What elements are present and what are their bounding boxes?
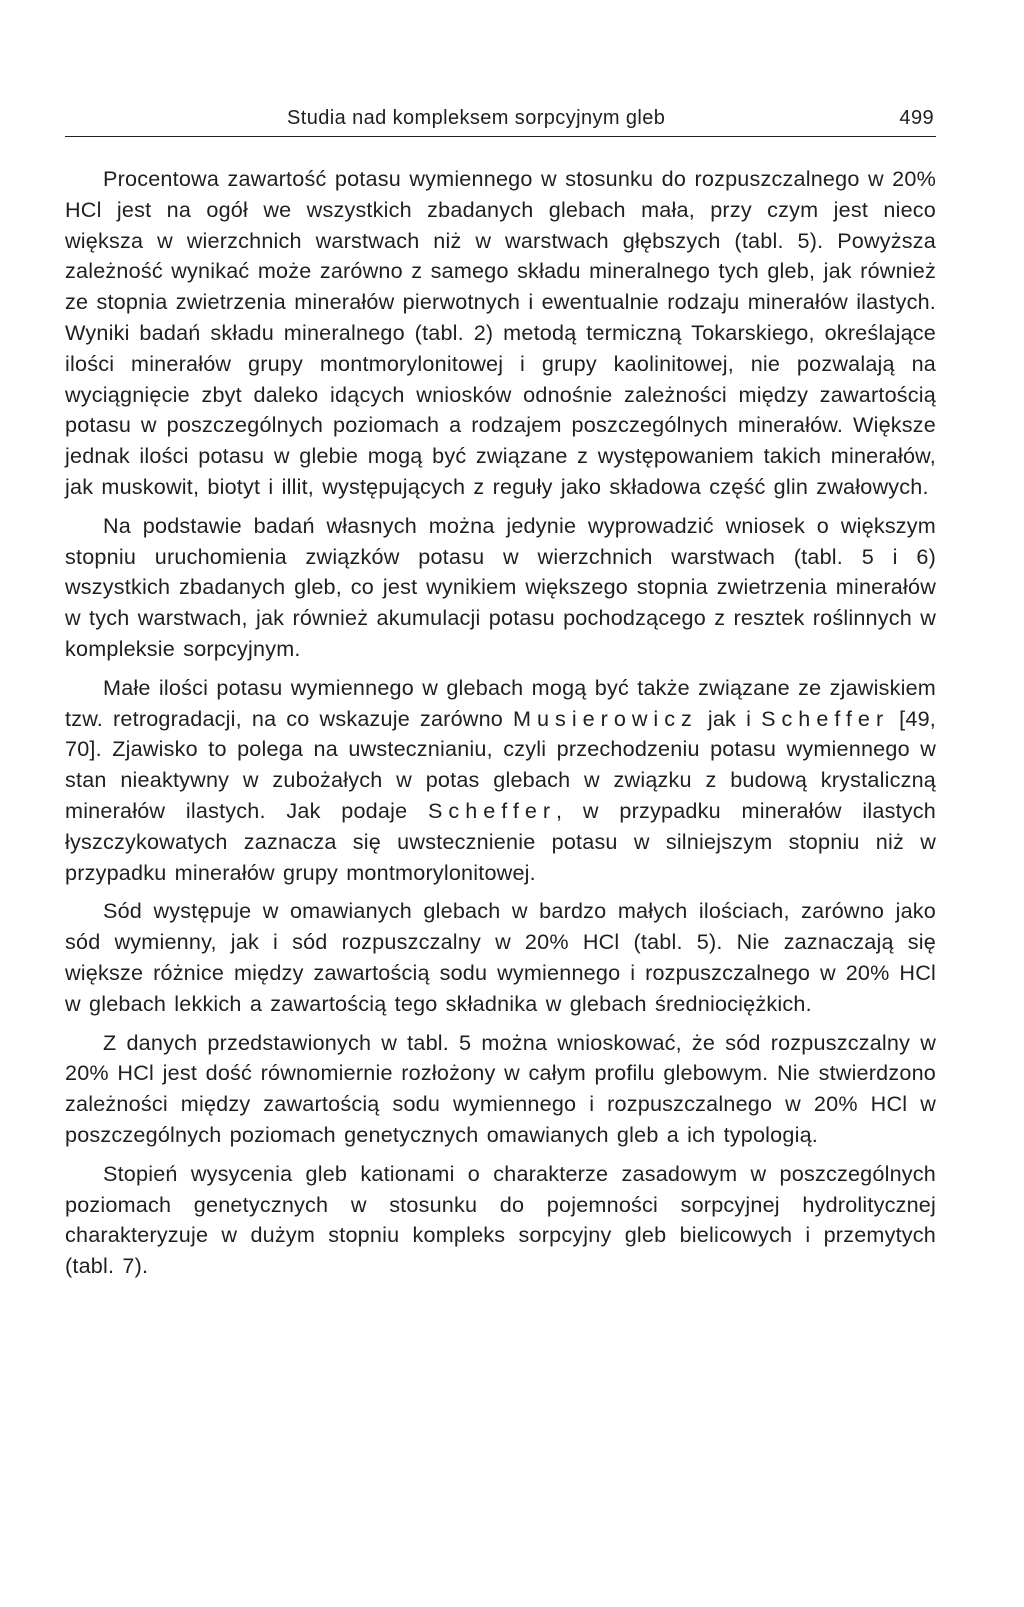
paragraph-3-part-4: , w przypadku minerałów ilastych łyszczykowatych zaznacza się uwstecznienie potasu w silniejszym stopniu niż w przypadku minerałów grupy montmorylonitowej.: [65, 797, 936, 885]
paragraph-3-part-3: [49, 70]. Zjawisko to polega na uwstecznianiu, czyli przechodzeniu potasu wymiennego w stan nieaktywny w zubożałych w potas glebach w związku z budową krystaliczną minerałów ilastych. Jak podaje: [65, 705, 936, 823]
page-number: 499: [899, 107, 934, 129]
paragraph-1: Procentowa zawartość potasu wymiennego w stosunku do rozpuszczalnego w 20% HCl jest na ogół we wszystkich zbadanych glebach mała, przy czym jest nieco większa w wierzchnich warstwach niż w warstwach głębszych (tabl. 5). Powyższa zależność wynikać może zarówno z samego składu mineralnego tych gleb, jak również ze stopnia zwietrzenia minerałów pierwotnych i ewentualnie rodzaju minerałów ilastych. Wyniki badań składu mineralnego (tabl. 2) metodą termiczną Tokarskiego, określające ilości minerałów grupy montmorylonitowej i grupy kaolinitowej, nie pozwalają na wyciągnięcie zbyt daleko idących wniosków odnośnie zależności między zawartością potasu w poszczególnych poziomach a rodzajem poszczególnych minerałów. Większe jednak ilości potasu w glebie mogą być związane z występowaniem takich minerałów, jak muskowit, biotyt i illit, występujących z reguły jako składowa część glin zwałowych.: [65, 166, 936, 499]
paragraph-3-part-1: Małe ilości potasu wymiennego w glebach mogą być także związane ze zjawiskiem tzw. retrogradacji, na co wskazuje zarówno: [65, 674, 936, 731]
paragraph-3-part-2: jak i: [697, 705, 762, 731]
paragraph-3: [65, 673, 936, 889]
paragraph-4: Sód występuje w omawianych glebach w bardzo małych ilościach, zarówno jako sód wymienny, jak i sód rozpuszczalny w 20% HCl (tabl. 5). Nie zaznaczają się większe różnice między zawartością sodu wymiennego i rozpuszczalnego w 20% HCl w glebach lekkich a zawartością tego składnika w glebach średniociężkich.: [65, 898, 936, 1016]
running-header-title: Studia nad kompleksem sorpcyjnym gleb: [287, 107, 666, 129]
paragraph-2: Na podstawie badań własnych można jedynie wyprowadzić wniosek o większym stopniu uruchomienia związków potasu w wierzchnich warstwach (tabl. 5 i 6) wszystkich zbadanych gleb, co jest wynikiem większego stopnia zwietrzenia minerałów w tych warstwach, jak również akumulacji potasu pochodzącego z resztek roślinnych w kompleksie sorpcyjnym.: [65, 512, 936, 661]
author-name-scheffer-2: Scheffer: [428, 797, 557, 823]
document-page: [65, 0, 936, 1607]
paragraph-6: Stopień wysycenia gleb kationami o charakterze zasadowym w poszczególnych poziomach genetycznych w stosunku do pojemności sorpcyjnej hydrolitycznej charakteryzuje w dużym stopniu kompleks sorpcyjny gleb bielicowych i przemytych (tabl. 7).: [65, 1160, 936, 1279]
paragraph-5: Z danych przedstawionych w tabl. 5 można wnioskować, że sód rozpuszczalny w 20% HCl jest dość równomiernie rozłożony w całym profilu glebowym. Nie stwierdzono zależności między zawartością sodu wymiennego i rozpuszczalnego w 20% HCl w poszczególnych poziomach genetycznych omawianych gleb a ich typologią.: [65, 1029, 936, 1147]
running-header: [65, 101, 936, 137]
author-name-musierowicz: Musierowicz: [513, 705, 698, 731]
body-text: [65, 164, 936, 1282]
author-name-scheffer: Scheffer: [761, 705, 890, 731]
